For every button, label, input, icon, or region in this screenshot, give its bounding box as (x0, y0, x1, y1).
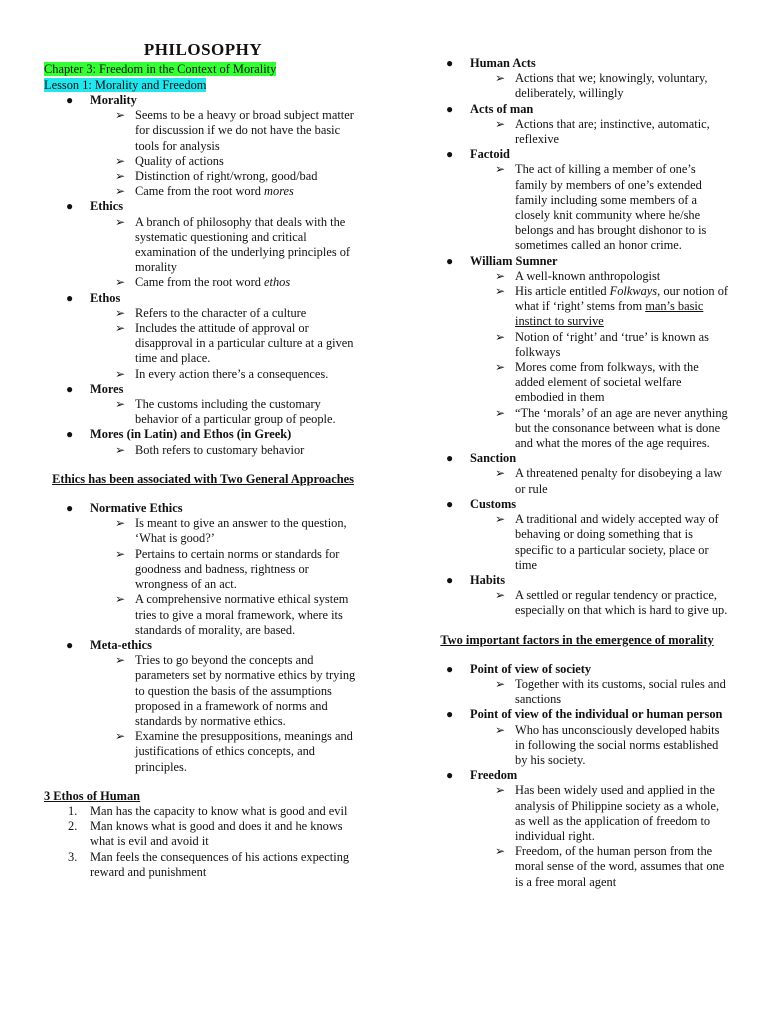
point-text: In every action there’s a consequences. (135, 366, 329, 381)
arrow-bullet-icon: ➢ (495, 844, 506, 859)
point-item (470, 512, 730, 573)
point-list (470, 269, 730, 451)
topic-term: Ethics (90, 199, 124, 214)
topic-item (44, 199, 362, 290)
point-item (470, 466, 730, 496)
point-item (470, 723, 730, 769)
topic-term: Ethos (90, 290, 121, 305)
bullet-icon: ● (446, 496, 454, 511)
topic-item (44, 93, 362, 199)
arrow-bullet-icon: ➢ (495, 466, 506, 481)
arrow-bullet-icon: ➢ (495, 329, 506, 344)
point-item (90, 516, 362, 546)
point-item (90, 108, 362, 154)
topic-term: Point of view of the individual or human person (470, 707, 723, 722)
point-text: Seems to be a heavy or broad subject matter for discussion if we do not have the basic tools for analysis (135, 108, 354, 153)
ethos-text: Man feels the consequences of his actions expecting reward and punishment (90, 849, 350, 879)
point-emphasis: mores (264, 184, 294, 199)
point-text: Distinction of right/wrong, good/bad (135, 169, 318, 184)
arrow-bullet-icon: ➢ (495, 268, 506, 283)
point-text: Includes the attitude of approval or disapproval in a particular culture at a given time and place. (135, 321, 354, 366)
topic-term: Mores (in Latin) and Ethos (in Greek) (90, 427, 292, 442)
point-item (90, 169, 362, 184)
topic-item (424, 573, 730, 619)
point-item (90, 367, 362, 382)
arrow-bullet-icon: ➢ (495, 284, 506, 299)
point-list (470, 783, 730, 889)
point-item (90, 653, 362, 729)
arrow-bullet-icon: ➢ (115, 305, 126, 320)
page-title: PHILOSOPHY (143, 40, 263, 59)
left-topic-list (44, 93, 362, 458)
point-item (470, 844, 730, 890)
topic-item (424, 662, 730, 708)
point-text: Together with its customs, social rules and sanctions (515, 676, 726, 707)
topic-term: William Sumner (470, 253, 558, 268)
point-list (470, 71, 730, 101)
arrow-bullet-icon: ➢ (495, 116, 506, 131)
arrow-bullet-icon: ➢ (495, 71, 506, 86)
arrow-bullet-icon: ➢ (115, 214, 126, 229)
point-emphasis: ethos (264, 275, 291, 290)
bullet-icon: ● (446, 768, 454, 783)
arrow-bullet-icon: ➢ (115, 729, 126, 744)
point-list (470, 162, 730, 253)
arrow-bullet-icon: ➢ (115, 516, 126, 531)
point-item (470, 677, 730, 707)
ethos-item (44, 819, 362, 849)
topic-item (44, 291, 362, 382)
point-item (90, 321, 362, 367)
arrow-bullet-icon: ➢ (115, 366, 126, 381)
point-item (90, 397, 362, 427)
point-item (470, 162, 730, 253)
ethos-number: 2. (68, 819, 78, 834)
bullet-icon: ● (66, 637, 74, 652)
chapter-line (44, 61, 362, 77)
point-item (470, 71, 730, 101)
topic-term: Acts of man (470, 101, 534, 116)
point-list (470, 512, 730, 573)
arrow-bullet-icon: ➢ (495, 783, 506, 798)
arrow-bullet-icon: ➢ (115, 546, 126, 561)
point-text: Mores come from folkways, with the added element of societal welfare embodied in them (515, 360, 699, 405)
topic-item (424, 147, 730, 253)
point-text: Both refers to customary behavior (135, 442, 305, 457)
topic-item (44, 501, 362, 638)
topic-term: Point of view of society (470, 661, 592, 676)
point-text: A well-known anthropologist (515, 268, 661, 283)
point-text: Freedom, of the human person from the moral sense of the word, assumes that one is a free moral agent (515, 844, 725, 889)
bullet-icon: ● (446, 147, 454, 162)
point-text: Quality of actions (135, 153, 224, 168)
lesson-heading: Lesson 1: Morality and Freedom (44, 78, 207, 92)
left-column (44, 40, 362, 880)
point-item (470, 588, 730, 618)
bullet-icon: ● (66, 381, 74, 396)
topic-item (424, 497, 730, 573)
topic-term: Morality (90, 93, 137, 107)
point-text: Actions that are; instinctive, automatic, reflexive (515, 116, 710, 147)
point-underline: man’s basic instinct to survive (515, 299, 704, 329)
topic-term: Mores (90, 381, 124, 396)
point-item (470, 284, 730, 330)
topic-term: Human Acts (470, 56, 536, 70)
arrow-bullet-icon: ➢ (495, 676, 506, 691)
topic-term: Meta-ethics (90, 637, 152, 652)
topic-term: Habits (470, 572, 506, 587)
point-text: Actions that we; knowingly, voluntary, deliberately, willingly (515, 71, 708, 101)
point-text: The act of killing a member of one’s family by members of one’s extended family including some members of a closely knit community where he/she belongs and has brought dishonor to is sometimes called an honor crime. (515, 162, 707, 253)
arrow-bullet-icon: ➢ (115, 397, 126, 412)
bullet-icon: ● (66, 93, 74, 107)
point-list (90, 215, 362, 291)
bullet-icon: ● (66, 427, 74, 442)
chapter-heading: Chapter 3: Freedom in the Context of Morality (44, 62, 277, 76)
ethos-text: Man has the capacity to know what is good and evil (90, 803, 348, 818)
approaches-list (44, 501, 362, 775)
point-list (90, 108, 362, 199)
point-text: The customs including the customary behavior of a particular group of people. (135, 397, 336, 427)
topic-item (44, 638, 362, 775)
point-text: A settled or regular tendency or practice, especially on that which is hard to give up. (515, 588, 728, 618)
point-list (90, 516, 362, 638)
topic-item (424, 451, 730, 497)
topic-term: Customs (470, 496, 517, 511)
arrow-bullet-icon: ➢ (115, 184, 126, 199)
topic-term: Sanction (470, 451, 517, 466)
point-text: A branch of philosophy that deals with the systematic questioning and critical examination of the underlying principles of morality (135, 214, 351, 275)
point-text: Has been widely used and applied in the analysis of Philippine society as a whole, as well as the application of freedom to individual right. (515, 783, 720, 843)
approaches-heading: Ethics has been associated with Two General Approaches (52, 471, 354, 486)
arrow-bullet-icon: ➢ (115, 108, 126, 123)
point-list (90, 306, 362, 382)
right-topic-list (424, 56, 730, 619)
point-item (90, 184, 362, 199)
bullet-icon: ● (446, 707, 454, 722)
ethos-list (44, 804, 362, 880)
point-item (90, 215, 362, 276)
ethos-number: 3. (68, 849, 78, 864)
arrow-bullet-icon: ➢ (495, 722, 506, 737)
point-list (470, 588, 730, 618)
point-text: Pertains to certain norms or standards for goodness and badness, rightness or wrongness of an act. (135, 546, 340, 592)
arrow-bullet-icon: ➢ (495, 360, 506, 375)
point-list (90, 443, 362, 458)
point-item (470, 360, 730, 406)
point-item (470, 117, 730, 147)
bullet-icon: ● (446, 451, 454, 466)
point-item (470, 330, 730, 360)
arrow-bullet-icon: ➢ (495, 512, 506, 527)
point-item (90, 729, 362, 775)
point-item (90, 592, 362, 638)
arrow-bullet-icon: ➢ (115, 153, 126, 168)
point-text: His article entitled (515, 284, 610, 299)
topic-term: Normative Ethics (90, 501, 183, 516)
arrow-bullet-icon: ➢ (115, 442, 126, 457)
bullet-icon: ● (446, 661, 454, 676)
point-text: Examine the presuppositions, meanings and justifications of ethics concepts, and principles. (135, 729, 353, 774)
point-emphasis: Folkways (609, 284, 658, 299)
point-list (470, 466, 730, 496)
ethos-heading: 3 Ethos of Human (44, 788, 141, 803)
bullet-icon: ● (446, 253, 454, 268)
arrow-bullet-icon: ➢ (115, 169, 126, 184)
factors-list (424, 662, 730, 890)
point-item (90, 275, 362, 290)
ethos-item (44, 850, 362, 880)
ethos-number: 1. (68, 803, 78, 818)
ethos-item (44, 804, 362, 819)
topic-item (44, 427, 362, 457)
point-text: A threatened penalty for disobeying a law or rule (515, 466, 723, 496)
factors-heading: Two important factors in the emergence of morality (440, 632, 714, 647)
point-list (470, 117, 730, 147)
arrow-bullet-icon: ➢ (115, 321, 126, 336)
topic-item (44, 382, 362, 428)
point-text: Tries to go beyond the concepts and parameters set by normative ethics by trying to question the basis of the assumptions proposed in a framework of norms and standards by normative ethics. (135, 653, 356, 728)
bullet-icon: ● (66, 501, 74, 516)
right-column (424, 56, 730, 890)
point-item (470, 406, 730, 452)
topic-item (424, 254, 730, 452)
topic-item (424, 102, 730, 148)
lesson-line (44, 77, 362, 93)
point-text: Came from the root word (135, 275, 265, 290)
point-item (90, 154, 362, 169)
point-list (470, 723, 730, 769)
bullet-icon: ● (446, 56, 454, 70)
arrow-bullet-icon: ➢ (115, 653, 126, 668)
point-list (90, 653, 362, 775)
point-list (470, 677, 730, 707)
point-text: A comprehensive normative ethical system tries to give a moral framework, where its standards of morality, are based. (135, 592, 349, 637)
point-text: , our notion of what if ‘right’ stems from (515, 284, 729, 314)
point-text: Refers to the character of a culture (135, 305, 307, 320)
bullet-icon: ● (66, 199, 74, 214)
point-item (90, 443, 362, 458)
point-item (470, 269, 730, 284)
point-text: “The ‘morals’ of an age are never anything but the consonance between what is done and what the mores of the age requires. (515, 405, 728, 451)
arrow-bullet-icon: ➢ (495, 405, 506, 420)
ethos-text: Man knows what is good and does it and he knows what is evil and avoid it (90, 819, 343, 849)
point-item (90, 306, 362, 321)
point-text: Who has unconsciously developed habits in following the social norms established by his society. (515, 722, 720, 767)
topic-term: Factoid (470, 147, 510, 162)
topic-item (424, 56, 730, 102)
arrow-bullet-icon: ➢ (495, 162, 506, 177)
arrow-bullet-icon: ➢ (115, 275, 126, 290)
point-list (90, 397, 362, 427)
bullet-icon: ● (446, 572, 454, 587)
point-item (90, 547, 362, 593)
arrow-bullet-icon: ➢ (115, 592, 126, 607)
point-text: Is meant to give an answer to the question, ‘What is good?’ (135, 516, 347, 546)
point-text: Notion of ‘right’ and ‘true’ is known as folkways (515, 329, 709, 359)
point-item (470, 783, 730, 844)
point-text: Came from the root word (135, 184, 265, 199)
topic-item (424, 768, 730, 890)
topic-item (424, 707, 730, 768)
bullet-icon: ● (446, 101, 454, 116)
point-text: A traditional and widely accepted way of behaving or doing something that is specific to a particular society, place or time (515, 512, 719, 572)
bullet-icon: ● (66, 290, 74, 305)
arrow-bullet-icon: ➢ (495, 588, 506, 603)
topic-term: Freedom (470, 768, 518, 783)
